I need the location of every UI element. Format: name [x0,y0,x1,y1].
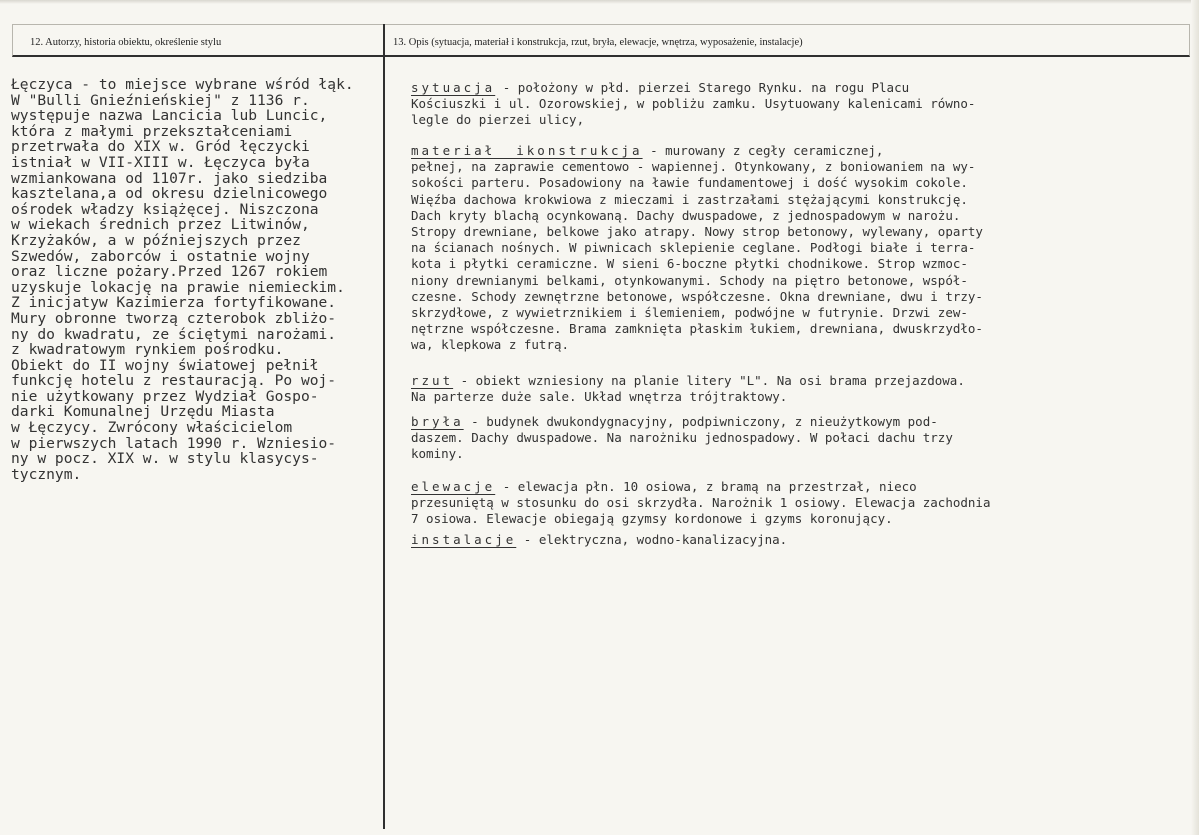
section-material-body: pełnej, na zaprawie cementowo - wapiennej. Otynkowany, z boniowaniem na wy- sokości parteru. Posadowiony na ławie fundamentowej i dość wysokim cokole. Więźba dachowa krokwiowa z mieczami i zastrzałami stężającymi konstrukcję. Dach kryty blachą ocynkowaną. Dachy dwuspadowe, z jednospadowym w narożu. Stropy drewniane, belkowe jako atrapy. Nowy strop betonowy, wylewany, oparty na ścianach nośnych. W piwnicach sklepienie ceglane. Podłogi białe i terra- kota i płytki ceramiczne. W sieni 6-boczne płytki chodnikowe. Strop wzmoc- niony drewnianymi belkami, otynkowanymi. Schody na piętro betonowe, współ- czesne. Schody zewnętrzne betonowe, współczesne. Okna drewniane, dwu i trzy- skrzydłowe, z wywietrznikiem i ślemieniem, podwójne w futrynie. Drzwi zew- nętrzne współczesne. Brama zamknięta płaskim łukiem, drewniana, dwuskrzydło- wa, klepkowa z futrą. [411,159,983,353]
section-sytuacja [411,80,975,129]
section-label-sytuacja: sytuacja [411,80,496,95]
section-bryla [411,414,953,463]
section-rzut-first-line: - obiekt wzniesiony na planie litery "L". Na osi brama przejazdowa. [453,373,965,388]
paper-right-edge [1191,0,1199,835]
section-elewacje [411,479,990,528]
section-label-material: materiał ikonstrukcja [411,143,643,158]
field-13-label: 13. Opis (sytuacja, materiał i konstrukcja, rzut, bryła, elewacje, wnętrza, wyposażenie, instalacje) [393,37,803,48]
section-material [411,143,983,354]
section-label-bryla: bryła [411,414,464,429]
section-sytuacja-first-line: - położony w płd. pierzei Starego Rynku. na rogu Placu [495,80,910,95]
section-elewacje-first-line: - elewacja płn. 10 osiowa, z bramą na przestrzał, nieco [495,479,917,494]
section-instalacje-first-line: - elektryczna, wodno-kanalizacyjna. [516,532,788,547]
section-rzut-body: Na parterze duże sale. Układ wnętrza trójtraktowy. [411,389,788,405]
field-12-label: 12. Autorzy, historia obiektu, określenie stylu [30,37,222,48]
section-label-rzut: rzut [411,373,454,388]
paper-top-edge [0,0,1199,4]
column-divider [383,24,385,829]
section-bryla-body: daszem. Dachy dwuspadowe. Na narożniku jednospadowy. W połaci dachu trzy kominy. [411,430,953,462]
section-sytuacja-body: Kościuszki i ul. Ozorowskiej, w pobliżu zamku. Usytuowany kalenicami równo- legle do pierzei ulicy, [411,96,976,128]
history-text: Łęczyca - to miejsce wybrane wśród łąk. W "Bulli Gnieźnieńskiej" z 1136 r. występuje nazwa Lancicia lub Luncic, która z małymi przekształceniami przetrwała do XIX w. Gród łęczycki istniał w VII-XIII w. Łęczyca była wzmiankowana od 1107r. jako siedziba kasztelana,a od okresu dzielnicowego ośrodek władzy książęcej. Niszczona w wiekach średnich przez Litwinów, Krzyżaków, a w późniejszych przez Szwedów, zaborców i ostatnie wojny oraz liczne pożary.Przed 1267 rokiem uzyskuje lokację na prawie niemieckim. Z inicjatyw Kazimierza fortyfikowane. Mury obronne tworzą czterobok zbliżo- ny do kwadratu, ze ściętymi narożami. z kwadratowym rynkiem pośrodku. Obiekt do II wojny światowej pełnił funkcję hotelu z restauracją. Po woj- nie użytkowany przez Wydział Gospo- darki Komunalnej Urzędu Miasta w Łęczycy. Zwrócony właścicielom w pierwszych latach 1990 r. Wzniesio- ny w pocz. XIX w. w stylu klasycys- tycznym. [11,76,354,483]
section-instalacje [411,532,787,548]
section-label-instalacje: instalacje [411,532,517,547]
section-bryla-first-line: - budynek dwukondygnacyjny, podpiwniczony, z nieużytkowym pod- [463,414,938,429]
section-material-first-line: - murowany z cegły ceramicznej, [642,143,884,158]
section-rzut [411,373,965,405]
section-elewacje-body: przesuniętą w stosunku do osi skrzydła. Narożnik 1 osiowy. Elewacja zachodnia 7 osiowa. Elewacje obiegają gzymsy kordonowe i gzyms koronujący. [411,495,991,527]
section-label-elewacje: elewacje [411,479,496,494]
